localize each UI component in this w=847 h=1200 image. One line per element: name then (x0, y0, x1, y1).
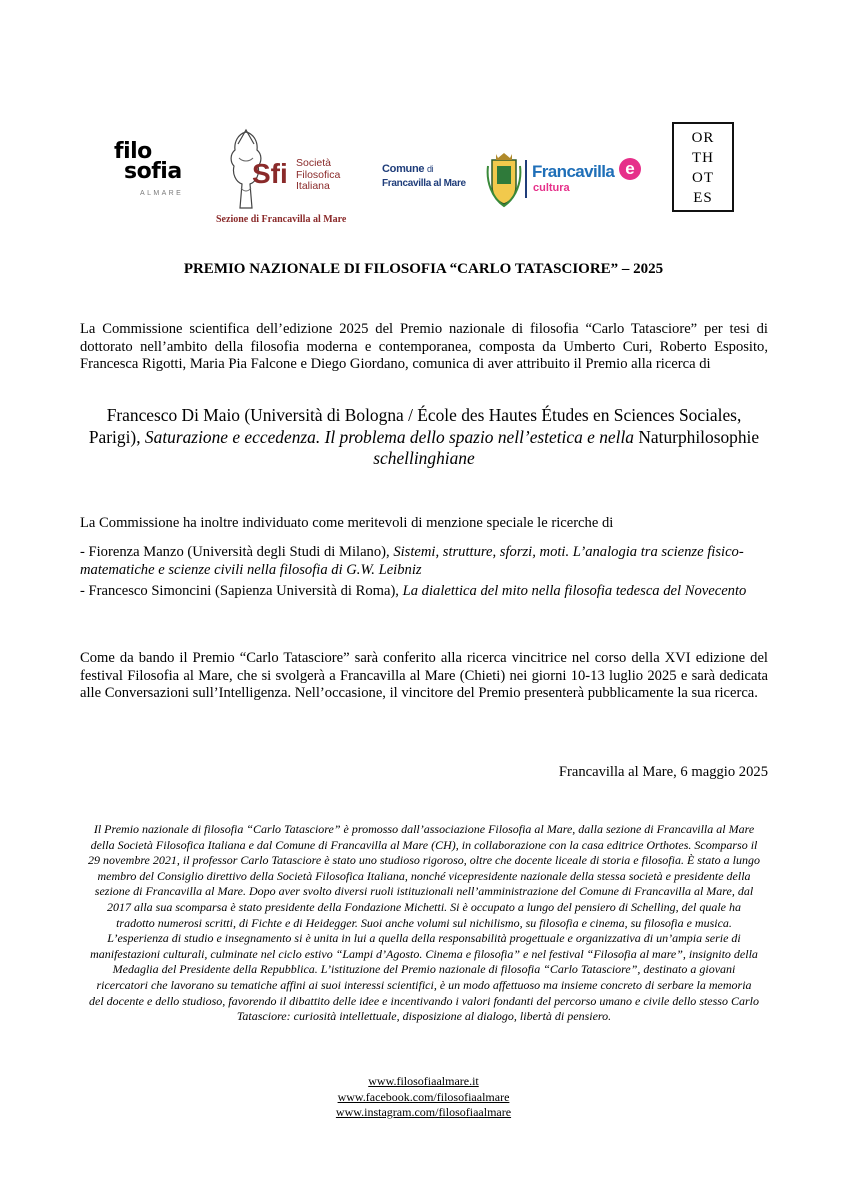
comune-francavilla-logo (380, 152, 645, 212)
intro-paragraph: La Commissione scientifica dell’edizione 2025 del Premio nazionale di filosofia “Carlo Tatasciore” per tesi di dottorato nell’ambito della filosofia moderna e contemporanea, composta da Umberto Curi, Roberto Esposito, Francesca Rigotti, Maria Pia Falcone e Diego Giordano, comunica di aver attribuito il Premio alla ricerca di (80, 321, 768, 372)
dateline: Francavilla al Mare, 6 maggio 2025 (558, 764, 768, 780)
announcement-paragraph: Come da bando il Premio “Carlo Tatasciore” sarà conferito alla ricerca vincitrice nel corso della XVI edizione del festival Filosofia al Mare, che si svolgerà a Francavilla al Mare (Chieti) nei giorni 10-13 luglio 2025 e sarà dedicata alle Conversazioni sull’Intelligenza. Nell’occasione, il vincitore del Premio presenterà pubblicamente la sua ricerca. (80, 650, 768, 701)
winner-title-end: schellinghiane (373, 448, 475, 468)
orthotes-line: ES (693, 190, 713, 206)
logo-word-sofia: sofia (124, 159, 182, 184)
comune-word: Comune (382, 163, 425, 175)
mention-item (80, 544, 768, 579)
orthotes-logo (672, 122, 734, 212)
mention-work: Sistemi, strutture, sforzi, moti. L’analogia tra scienze fisico-matematiche e scienze civili nella filosofia di G.W. Leibniz (80, 544, 744, 578)
sfi-mark: Sfi (252, 158, 288, 189)
cultura-wordmark: cultura (533, 182, 570, 194)
winner-citation (80, 405, 768, 470)
mention-work: La dialettica del mito nella filosofia tedesca del Novecento (402, 583, 747, 599)
sfi-name (296, 158, 340, 193)
comune-di-word: di (426, 164, 434, 174)
francavilla-wordmark: Francavilla (532, 162, 615, 181)
winner-title: Saturazione e eccedenza. Il problema dello spazio nell’estetica e nella (144, 426, 634, 447)
orthotes-line: OR (691, 130, 715, 146)
sfi-name-line: Italiana (296, 180, 330, 192)
logo-band (0, 118, 847, 228)
sfi-name-line: Società (296, 157, 332, 169)
mention-author: - Fiorenza Manzo (Università degli Studi di Milano), (80, 544, 390, 560)
filosofia-al-mare-logo (110, 130, 200, 200)
footnote-paragraph: Il Premio nazionale di filosofia “Carlo Tatasciore” è promosso dall’associazione Filosofia al Mare, dalla sezione di Francavilla al Mare della Società Filosofica Italiana e dal Comune di Francavilla al Mare (CH), in collaborazione con la casa editrice Orthotes. Scomparso il 29 novembre 2021, il professor Carlo Tatasciore è stato uno studioso rigoroso, oltre che docente liceale di storia e filosofia. È stato a lungo membro del Consiglio direttivo della Società Filosofica Italiana, nonché vicepresidente nazionale della stessa società e presidente della sezione di Francavilla al Mare. Dopo aver svolto diversi ruoli istituzionali nell’amministrazione del Comune di Francavilla al Mare, dal 2017 alla sua scomparsa è stato presidente della Fondazione Michetti. Si è occupato a lungo del pensiero di Schelling, del quale ha tradotto numerosi scritti, di Fichte e di Heidegger. Suoi anche volumi sul nichilismo, su filosofia e cinema, su filosofia e musica. L’esperienza di studio e insegnamento si è unita in lui a quella della responsabilità progettuale e organizzativa di un’ampia serie di manifestazioni culturali, culminate nel ciclo estivo “Lampi d’Agosto. Cinema e filosofia” e nel festival “Filosofia al mare”, insignito della Medaglia del Presidente della Repubblica. L’istituzione del Premio nazionale di filosofia “Carlo Tatasciore”, destinato a giovani ricercatori che lavorano su tematiche affini ai suoi interessi scientifici, è un modo affettuoso ma insieme concreto di serbare la memoria del docente e dello studioso, favorendo il dibattito delle idee e incentivando i valori fondanti del percorso umano e civile dello stesso Carlo Tatasciore: curiosità intellettuale, disposizione al dialogo, libertà di pensiero. (88, 822, 760, 1024)
facebook-link[interactable]: www.facebook.com/filosofiaalmare (337, 1089, 510, 1104)
orthotes-line: TH (692, 150, 714, 166)
website-link[interactable]: www.filosofiaalmare.it (368, 1074, 479, 1088)
sfi-section-label: Sezione di Francavilla al Mare (216, 214, 347, 225)
sfi-name-line: Filosofica (296, 168, 341, 181)
francavilla-e-badge: e (619, 158, 641, 180)
comune-town: Francavilla al Mare (382, 178, 466, 189)
mention-item (80, 583, 768, 601)
winner-author: Francesco Di Maio (Università di Bologna / École des Hautes Études en Sciences Sociales, Parigi), (88, 405, 742, 447)
instagram-link[interactable]: www.instagram.com/filosofiaalmare (335, 1105, 512, 1120)
winner-title-term: Naturphilosophie (638, 426, 760, 447)
logo-word-filo: filo (114, 139, 152, 164)
mentions-intro: La Commissione ha inoltre individuato come meritevoli di menzione speciale le ricerche di (80, 515, 614, 531)
document-title: PREMIO NAZIONALE DI FILOSOFIA “CARLO TATASCIORE” – 2025 (183, 261, 664, 277)
coat-of-arms-icon (484, 152, 524, 208)
orthotes-line: OT (692, 170, 714, 186)
mention-author: - Francesco Simoncini (Sapienza Università di Roma), (80, 583, 399, 599)
logo-divider (525, 160, 527, 198)
logo-word-almare: ALMARE (140, 190, 184, 197)
sfi-logo (216, 128, 366, 228)
web-links (0, 1074, 847, 1121)
comune-label (382, 164, 433, 175)
